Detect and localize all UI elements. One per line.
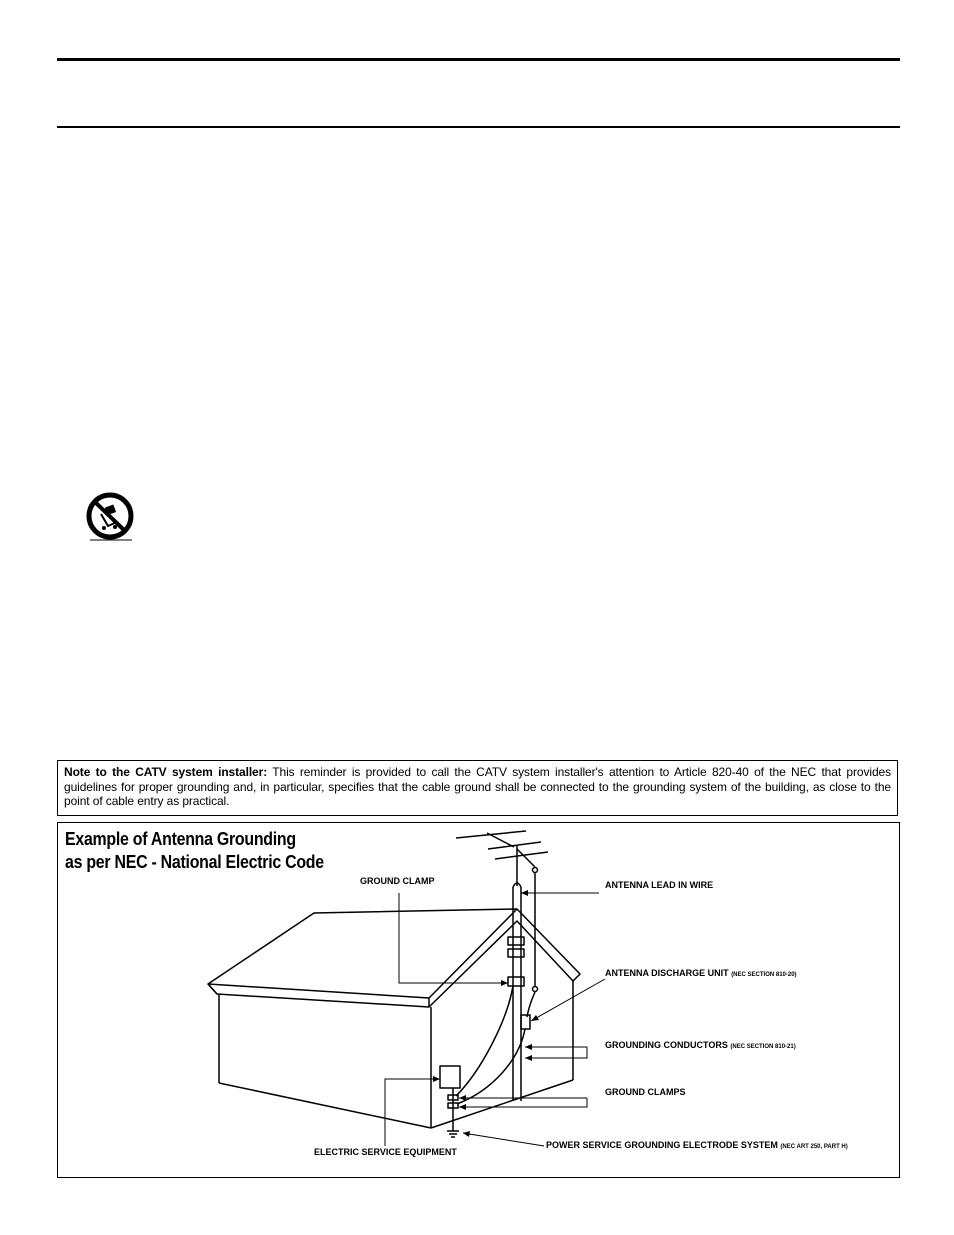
diagram-title-line1: Example of Antenna Grounding: [65, 828, 296, 849]
house-antenna-illustration: [58, 823, 901, 1179]
section-rule: [57, 126, 900, 128]
label-antenna-discharge-unit-text: ANTENNA DISCHARGE UNIT: [605, 968, 729, 978]
label-electric-service-equipment: ELECTRIC SERVICE EQUIPMENT: [314, 1147, 457, 1157]
label-antenna-discharge-unit: [605, 968, 797, 978]
label-ground-clamp: GROUND CLAMP: [360, 876, 435, 886]
note-heading: Note to the CATV system installer:: [64, 765, 268, 779]
label-power-service-ref: (NEC ART 250, PART H): [780, 1144, 848, 1150]
label-power-service: [546, 1140, 848, 1150]
label-antenna-discharge-unit-ref: (NEC SECTION 810-20): [731, 972, 797, 978]
note-body: This reminder is provided to call the CATV system installer's attention to Article 820-40 of the NEC that provides guidelines for proper grounding and, in particular, specifies that the cable ground shall be connected to the grounding system of the building, as close to the point of cable entry as practical.: [64, 765, 891, 808]
label-grounding-conductors-text: GROUNDING CONDUCTORS: [605, 1040, 728, 1050]
label-power-service-text: POWER SERVICE GROUNDING ELECTRODE SYSTEM: [546, 1140, 778, 1150]
top-rule: [57, 58, 900, 61]
label-antenna-lead-in-wire: ANTENNA LEAD IN WIRE: [605, 880, 714, 890]
label-ground-clamps: GROUND CLAMPS: [605, 1087, 686, 1097]
catv-installer-note: [57, 760, 898, 816]
antenna-grounding-diagram: [57, 822, 900, 1178]
diagram-title-line2: as per NEC - National Electric Code: [65, 851, 324, 872]
cart-warning-icon: [84, 492, 136, 544]
label-grounding-conductors: [605, 1040, 796, 1050]
label-grounding-conductors-ref: (NEC SECTION 810-21): [730, 1044, 796, 1050]
